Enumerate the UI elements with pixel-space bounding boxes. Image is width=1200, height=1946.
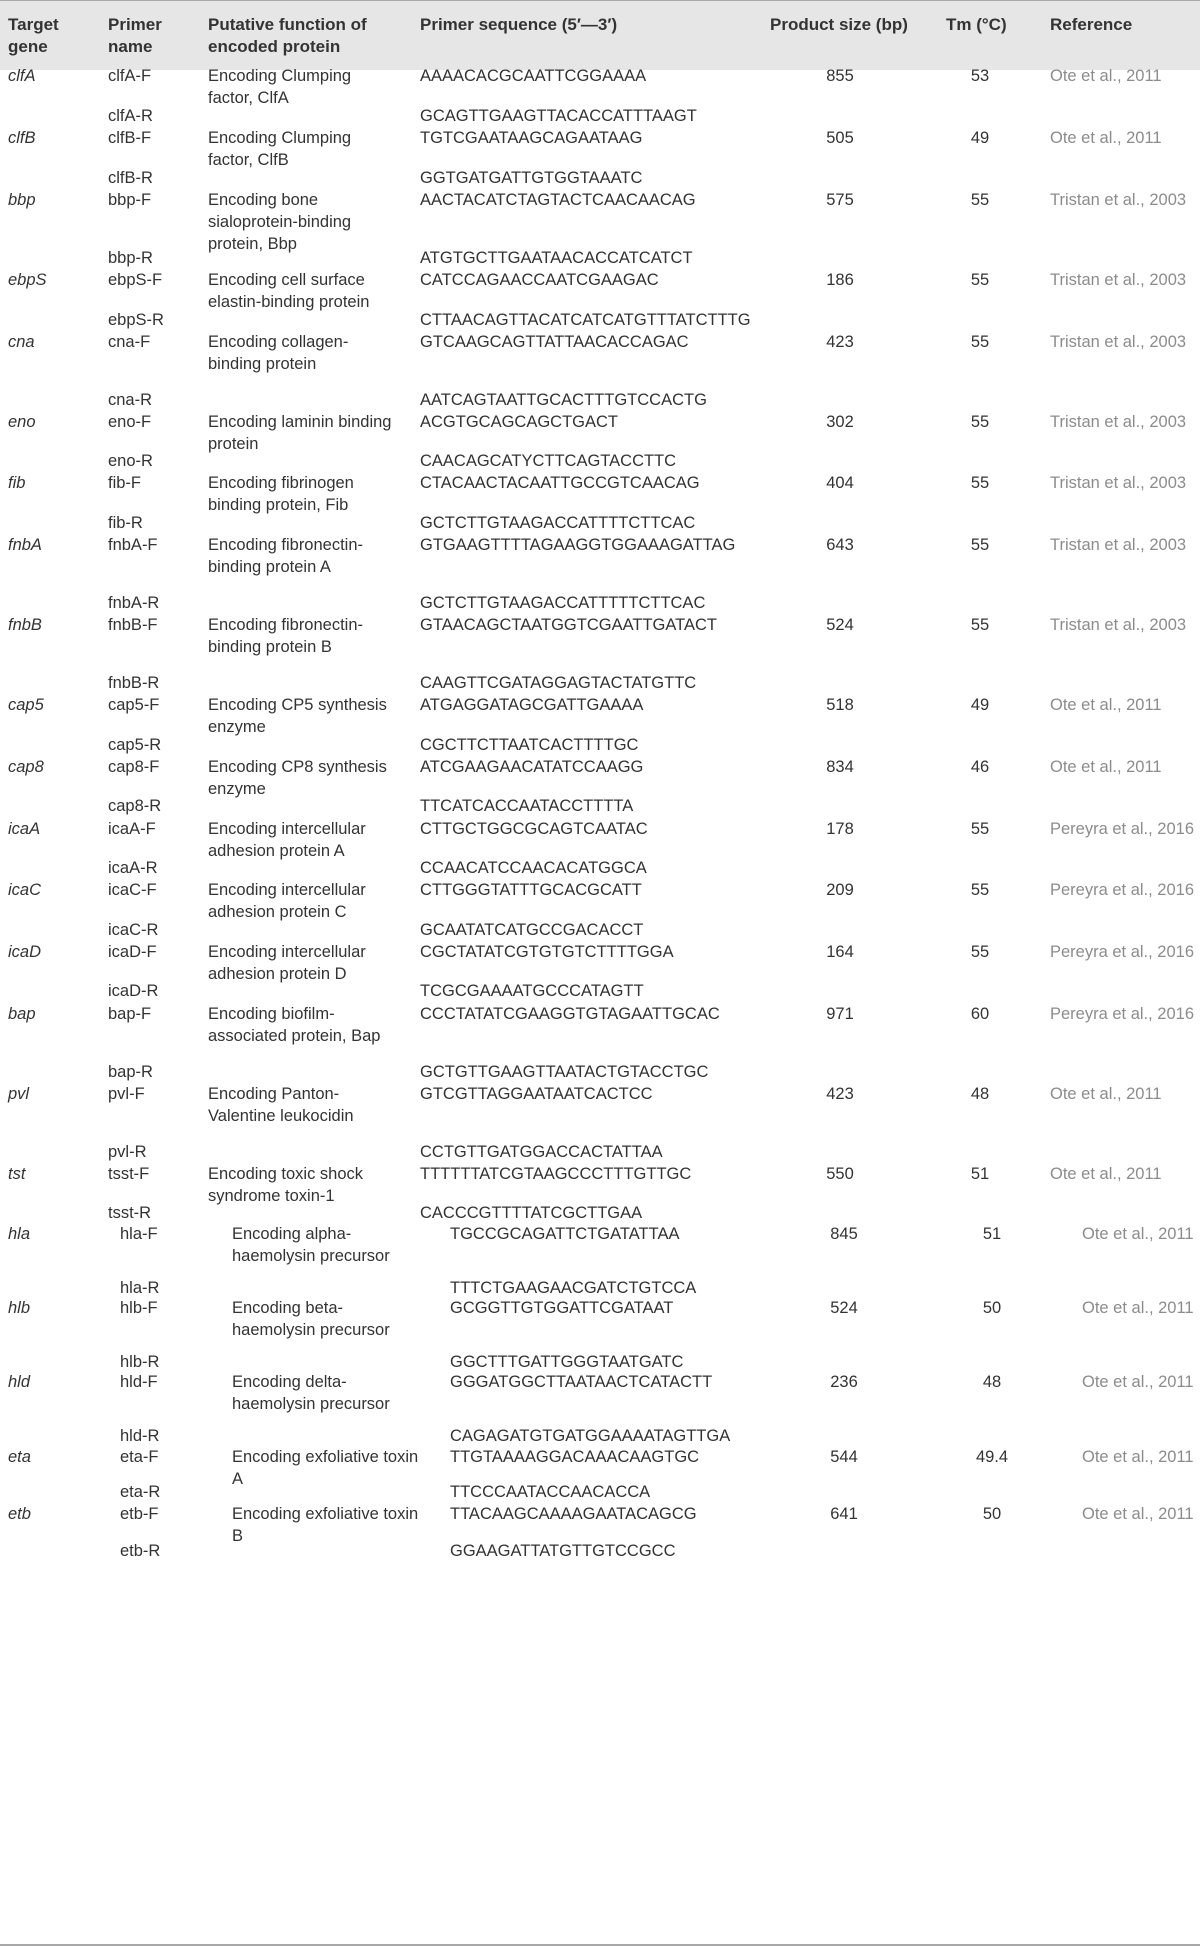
- primer-sequence-forward: CTTGGGTATTTGCACGCATT: [420, 881, 642, 899]
- primer-name-reverse: hld-R: [120, 1427, 160, 1445]
- primer-name-forward: fib-F: [108, 474, 141, 492]
- melting-temperature: 49.4: [975, 1448, 1009, 1466]
- reference: Ote et al., 2011: [1082, 1505, 1194, 1523]
- reference: Ote et al., 2011: [1050, 67, 1162, 85]
- header-function: Putative function of encoded protein: [208, 15, 367, 56]
- product-size: 834: [826, 758, 854, 776]
- reference: Pereyra et al., 2016: [1050, 943, 1195, 961]
- primer-sequence-reverse: CGCTTCTTAATCACTTTTGC: [420, 736, 639, 754]
- primer-name-forward: eno-F: [108, 413, 152, 431]
- primer-name-forward: icaA-F: [108, 820, 156, 838]
- product-size: 209: [826, 881, 854, 899]
- target-gene: hla: [8, 1225, 31, 1243]
- primer-sequence-reverse: CACCCGTTTTATCGCTTGAA: [420, 1204, 643, 1222]
- primer-name-reverse: pvl-R: [108, 1143, 147, 1161]
- target-gene: bap: [8, 1005, 36, 1023]
- primer-name-forward: cna-F: [108, 333, 151, 351]
- product-size: 423: [826, 1085, 854, 1103]
- primer-sequence-reverse: ATGTGCTTGAATAACACCATCATCT: [420, 249, 693, 267]
- primer-sequence-reverse: CAGAGATGTGATGGAAAATAGTTGA: [450, 1427, 731, 1445]
- product-size: 524: [830, 1299, 858, 1317]
- reference: Ote et al., 2011: [1082, 1448, 1194, 1466]
- primer-name-forward: clfA-F: [108, 67, 152, 85]
- header-target-gene: Target gene: [8, 15, 59, 56]
- target-gene: fib: [8, 474, 26, 492]
- putative-function: Encoding cell surface elastin-binding protein: [208, 271, 370, 311]
- putative-function: Encoding fibronectin-binding protein B: [208, 616, 364, 656]
- target-gene: icaA: [8, 820, 41, 838]
- reference: Tristan et al., 2003: [1050, 333, 1187, 351]
- target-gene: cap8: [8, 758, 44, 776]
- primer-sequence-reverse: CAAGTTCGATAGGAGTACTATGTTC: [420, 674, 697, 692]
- reference: Ote et al., 2011: [1082, 1299, 1194, 1317]
- target-gene: icaC: [8, 881, 42, 899]
- target-gene: ebpS: [8, 271, 47, 289]
- target-gene: hld: [8, 1373, 31, 1391]
- product-size: 186: [826, 271, 854, 289]
- header-primer-name: Primer name: [108, 15, 162, 56]
- reference: Ote et al., 2011: [1050, 129, 1162, 147]
- product-size: 855: [826, 67, 854, 85]
- primer-name-forward: etb-F: [120, 1505, 159, 1523]
- primer-name-forward: hlb-F: [120, 1299, 158, 1317]
- primer-name-reverse: ebpS-R: [108, 311, 164, 329]
- target-gene: pvl: [8, 1085, 30, 1103]
- primer-sequence-forward: AAAACACGCAATTCGGAAAA: [420, 67, 647, 85]
- putative-function: Encoding intercellular adhesion protein D: [208, 943, 366, 983]
- primer-name-reverse: bap-R: [108, 1063, 153, 1081]
- putative-function: Encoding Clumping factor, ClfB: [208, 129, 352, 169]
- table-top-rule: [0, 0, 1200, 1]
- putative-function: Encoding delta-haemolysin precursor: [232, 1373, 390, 1413]
- melting-temperature: 49: [970, 129, 990, 147]
- target-gene: cap5: [8, 696, 44, 714]
- primer-sequence-reverse: GGCTTTGATTGGGTAATGATC: [450, 1353, 684, 1371]
- melting-temperature: 55: [970, 881, 990, 899]
- primer-sequence-forward: TGTCGAATAAGCAGAATAAG: [420, 129, 643, 147]
- header-sequence: Primer sequence (5′—3′): [420, 15, 618, 34]
- reference: Ote et al., 2011: [1050, 1165, 1162, 1183]
- primer-sequence-reverse: TTCCCAATACCAACACCA: [450, 1483, 651, 1501]
- melting-temperature: 51: [982, 1225, 1002, 1243]
- primer-name-forward: fnbB-F: [108, 616, 158, 634]
- primer-sequence-forward: CGCTATATCGTGTGTCTTTTGGA: [420, 943, 674, 961]
- primer-sequence-reverse: GGTGATGATTGTGGTAAATC: [420, 169, 643, 187]
- header-tm: Tm (°C): [946, 15, 1007, 34]
- primer-sequence-reverse: CTTAACAGTTACATCATCATGTTTATCTTTG: [420, 311, 751, 329]
- melting-temperature: 49: [970, 696, 990, 714]
- primer-name-reverse: tsst-R: [108, 1204, 152, 1222]
- primer-sequence-reverse: GCTCTTGTAAGACCATTTTTCTTCAC: [420, 594, 706, 612]
- primer-sequence-reverse: GCTCTTGTAAGACCATTTTCTTCAC: [420, 514, 696, 532]
- target-gene: hlb: [8, 1299, 31, 1317]
- reference: Tristan et al., 2003: [1050, 191, 1187, 209]
- primer-sequence-reverse: TTCATCACCAATACCTTTTA: [420, 797, 634, 815]
- primer-sequence-reverse: TTTCTGAAGAACGATCTGTCCA: [450, 1279, 697, 1297]
- melting-temperature: 55: [970, 536, 990, 554]
- product-size: 544: [830, 1448, 858, 1466]
- primer-sequence-reverse: GCTGTTGAAGTTAATACTGTACCTGC: [420, 1063, 709, 1081]
- putative-function: Encoding toxic shock syndrome toxin-1: [208, 1165, 364, 1205]
- target-gene: etb: [8, 1505, 31, 1523]
- product-size: 404: [826, 474, 854, 492]
- target-gene: fnbB: [8, 616, 42, 634]
- putative-function: Encoding fibrinogen binding protein, Fib: [208, 474, 354, 514]
- reference: Ote et al., 2011: [1050, 696, 1162, 714]
- primer-sequence-reverse: CCAACATCCAACACATGGCA: [420, 859, 647, 877]
- putative-function: Encoding biofilm-associated protein, Bap: [208, 1005, 381, 1045]
- primer-name-reverse: icaA-R: [108, 859, 158, 877]
- primer-sequence-forward: GTAACAGCTAATGGTCGAATTGATACT: [420, 616, 717, 634]
- primer-sequence-reverse: TCGCGAAAATGCCCATAGTT: [420, 982, 644, 1000]
- melting-temperature: 50: [982, 1299, 1002, 1317]
- primer-sequence-forward: GTCGTTAGGAATAATCACTCC: [420, 1085, 653, 1103]
- reference: Ote et al., 2011: [1050, 1085, 1162, 1103]
- putative-function: Encoding exfoliative toxin A: [232, 1448, 419, 1488]
- reference: Ote et al., 2011: [1082, 1225, 1194, 1243]
- product-size: 524: [826, 616, 854, 634]
- reference: Tristan et al., 2003: [1050, 616, 1187, 634]
- primer-sequence-forward: CTTGCTGGCGCAGTCAATAC: [420, 820, 648, 838]
- primer-sequence-forward: CATCCAGAACCAATCGAAGAC: [420, 271, 659, 289]
- target-gene: eno: [8, 413, 36, 431]
- melting-temperature: 48: [970, 1085, 990, 1103]
- header-product-size: Product size (bp): [770, 15, 908, 34]
- melting-temperature: 60: [970, 1005, 990, 1023]
- primer-sequence-reverse: GCAGTTGAAGTTACACCATTTAAGT: [420, 107, 697, 125]
- target-gene: bbp: [8, 191, 36, 209]
- primer-sequence-forward: CCCTATATCGAAGGTGTAGAATTGCAC: [420, 1005, 720, 1023]
- primer-name-forward: fnbA-F: [108, 536, 158, 554]
- primer-sequence-forward: TGCCGCAGATTCTGATATTAA: [450, 1225, 680, 1243]
- product-size: 505: [826, 129, 854, 147]
- primer-sequence-forward: AACTACATCTAGTACTCAACAACAG: [420, 191, 696, 209]
- melting-temperature: 55: [970, 616, 990, 634]
- primer-name-reverse: cna-R: [108, 391, 153, 409]
- primer-name-forward: hla-F: [120, 1225, 158, 1243]
- primer-sequence-reverse: CAACAGCATYCTTCAGTACCTTC: [420, 452, 677, 470]
- reference: Pereyra et al., 2016: [1050, 1005, 1195, 1023]
- melting-temperature: 55: [970, 943, 990, 961]
- primer-sequence-reverse: GGAAGATTATGTTGTCCGCC: [450, 1542, 676, 1560]
- putative-function: Encoding fibronectin-binding protein A: [208, 536, 364, 576]
- primer-name-reverse: eta-R: [120, 1483, 161, 1501]
- putative-function: Encoding collagen-binding protein: [208, 333, 349, 373]
- primer-name-forward: bap-F: [108, 1005, 152, 1023]
- primer-name-forward: ebpS-F: [108, 271, 163, 289]
- melting-temperature: 55: [970, 333, 990, 351]
- primer-name-forward: bbp-F: [108, 191, 152, 209]
- product-size: 641: [830, 1505, 858, 1523]
- reference: Tristan et al., 2003: [1050, 536, 1187, 554]
- reference: Ote et al., 2011: [1050, 758, 1162, 776]
- primer-name-forward: clfB-F: [108, 129, 152, 147]
- putative-function: Encoding intercellular adhesion protein C: [208, 881, 366, 921]
- primer-sequence-forward: GCGGTTGTGGATTCGATAAT: [450, 1299, 674, 1317]
- primer-sequence-forward: TTACAAGCAAAAGAATACAGCG: [450, 1505, 697, 1523]
- primer-name-forward: eta-F: [120, 1448, 159, 1466]
- melting-temperature: 46: [970, 758, 990, 776]
- product-size: 643: [826, 536, 854, 554]
- primer-name-reverse: cap5-R: [108, 736, 162, 754]
- primer-name-reverse: eno-R: [108, 452, 153, 470]
- primer-sequence-forward: ATCGAAGAACATATCCAAGG: [420, 758, 644, 776]
- primer-sequence-forward: TTGTAAAAGGACAAACAAGTGC: [450, 1448, 700, 1466]
- melting-temperature: 55: [970, 820, 990, 838]
- reference: Ote et al., 2011: [1082, 1373, 1194, 1391]
- reference: Tristan et al., 2003: [1050, 474, 1187, 492]
- putative-function: Encoding exfoliative toxin B: [232, 1505, 419, 1545]
- putative-function: Encoding Clumping factor, ClfA: [208, 67, 352, 107]
- reference: Tristan et al., 2003: [1050, 271, 1187, 289]
- target-gene: cna: [8, 333, 35, 351]
- primer-name-reverse: hlb-R: [120, 1353, 160, 1371]
- putative-function: Encoding intercellular adhesion protein A: [208, 820, 366, 860]
- melting-temperature: 55: [970, 271, 990, 289]
- melting-temperature: 55: [970, 474, 990, 492]
- melting-temperature: 53: [970, 67, 990, 85]
- primer-sequence-forward: GTGAAGTTTTAGAAGGTGGAAAGATTAG: [420, 536, 736, 554]
- putative-function: Encoding CP5 synthesis enzyme: [208, 696, 387, 736]
- primer-sequence-reverse: CCTGTTGATGGACCACTATTAA: [420, 1143, 663, 1161]
- product-size: 178: [826, 820, 854, 838]
- target-gene: clfB: [8, 129, 36, 147]
- primer-name-forward: icaC-F: [108, 881, 157, 899]
- product-size: 423: [826, 333, 854, 351]
- primer-name-forward: icaD-F: [108, 943, 157, 961]
- primer-sequence-forward: TTTTTTATCGTAAGCCCTTTGTTGC: [420, 1165, 692, 1183]
- product-size: 236: [830, 1373, 858, 1391]
- putative-function: Encoding beta-haemolysin precursor: [232, 1299, 390, 1339]
- primer-name-forward: hld-F: [120, 1373, 158, 1391]
- putative-function: Encoding Panton-Valentine leukocidin: [208, 1085, 354, 1125]
- primer-sequence-forward: GTCAAGCAGTTATTAACACCAGAC: [420, 333, 689, 351]
- melting-temperature: 50: [982, 1505, 1002, 1523]
- melting-temperature: 48: [982, 1373, 1002, 1391]
- primer-sequence-forward: GGGATGGCTTAATAACTCATACTT: [450, 1373, 713, 1391]
- primer-name-reverse: fnbA-R: [108, 594, 160, 612]
- primer-name-reverse: bbp-R: [108, 249, 153, 267]
- primer-name-reverse: clfA-R: [108, 107, 153, 125]
- product-size: 550: [826, 1165, 854, 1183]
- primer-name-forward: cap8-F: [108, 758, 160, 776]
- target-gene: tst: [8, 1165, 26, 1183]
- product-size: 302: [826, 413, 854, 431]
- primer-sequence-forward: ATGAGGATAGCGATTGAAAA: [420, 696, 644, 714]
- target-gene: clfA: [8, 67, 36, 85]
- primer-name-reverse: icaC-R: [108, 921, 159, 939]
- primer-name-reverse: etb-R: [120, 1542, 161, 1560]
- target-gene: eta: [8, 1448, 31, 1466]
- primer-sequence-forward: ACGTGCAGCAGCTGACT: [420, 413, 619, 431]
- reference: Tristan et al., 2003: [1050, 413, 1187, 431]
- melting-temperature: 55: [970, 191, 990, 209]
- melting-temperature: 55: [970, 413, 990, 431]
- product-size: 518: [826, 696, 854, 714]
- putative-function: Encoding alpha-haemolysin precursor: [232, 1225, 390, 1265]
- primer-name-reverse: clfB-R: [108, 169, 153, 187]
- target-gene: fnbA: [8, 536, 42, 554]
- reference: Pereyra et al., 2016: [1050, 820, 1195, 838]
- reference: Pereyra et al., 2016: [1050, 881, 1195, 899]
- primer-sequence-forward: CTACAACTACAATTGCCGTCAACAG: [420, 474, 700, 492]
- putative-function: Encoding CP8 synthesis enzyme: [208, 758, 387, 798]
- primer-sequence-reverse: GCAATATCATGCCGACACCT: [420, 921, 644, 939]
- primer-name-forward: tsst-F: [108, 1165, 150, 1183]
- product-size: 845: [830, 1225, 858, 1243]
- header-reference: Reference: [1050, 15, 1133, 34]
- target-gene: icaD: [8, 943, 42, 961]
- primer-name-forward: pvl-F: [108, 1085, 145, 1103]
- putative-function: Encoding laminin binding protein: [208, 413, 392, 453]
- primer-name-reverse: icaD-R: [108, 982, 159, 1000]
- primer-sequence-reverse: AATCAGTAATTGCACTTTGTCCACTG: [420, 391, 707, 409]
- putative-function: Encoding bone sialoprotein-binding protein, Bbp: [208, 191, 352, 253]
- product-size: 575: [826, 191, 854, 209]
- product-size: 164: [826, 943, 854, 961]
- primer-name-reverse: hla-R: [120, 1279, 160, 1297]
- primer-name-reverse: fib-R: [108, 514, 143, 532]
- primer-name-reverse: cap8-R: [108, 797, 162, 815]
- primer-name-reverse: fnbB-R: [108, 674, 160, 692]
- product-size: 971: [826, 1005, 854, 1023]
- primer-name-forward: cap5-F: [108, 696, 160, 714]
- melting-temperature: 51: [970, 1165, 990, 1183]
